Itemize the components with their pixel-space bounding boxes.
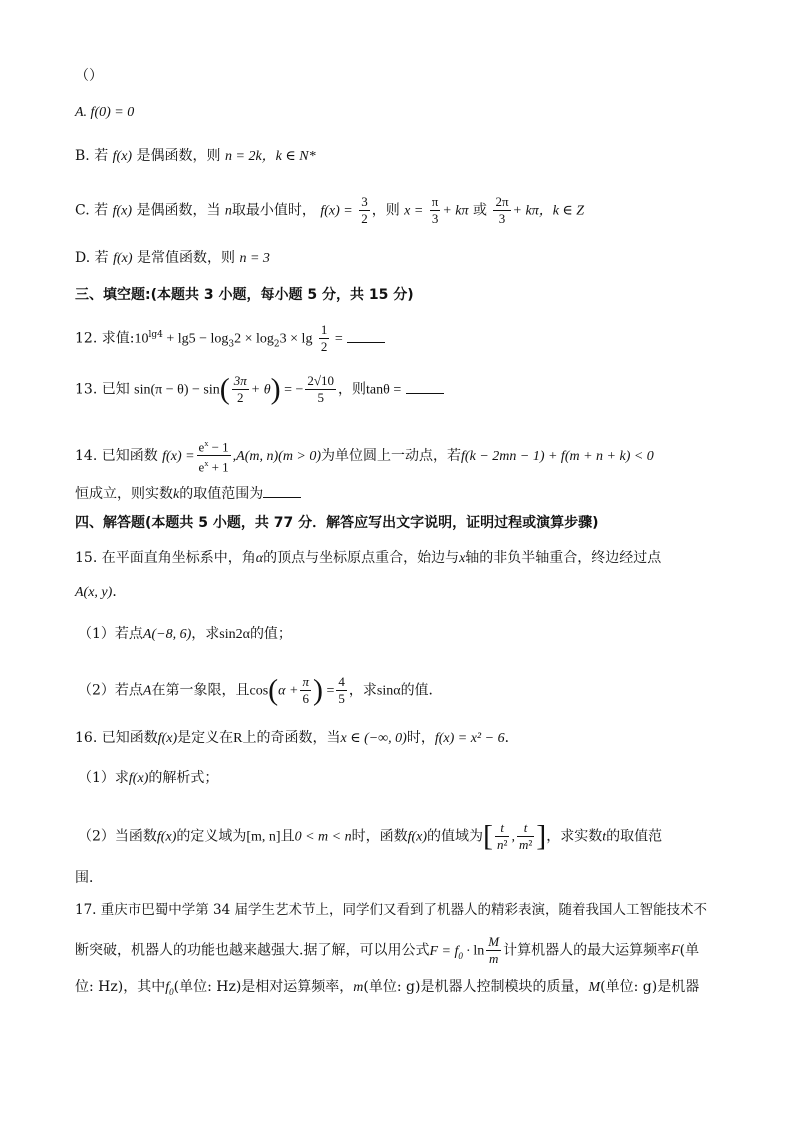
q13-tan: tanθ =	[366, 382, 402, 398]
f0-symbol: $f_0$	[165, 980, 174, 997]
k-symbol: k	[173, 487, 180, 502]
q13-eq: = −	[280, 382, 304, 398]
frac-t-m2: $\frac{t}{\text{m²}}$	[518, 820, 533, 852]
q14-line2-text: 恒成立，则实数	[75, 486, 173, 502]
option-d-prefix: D. 若	[75, 250, 109, 266]
m-symbol: m	[353, 980, 364, 995]
option-b-math: n = 2k，k ∈ N*	[225, 149, 316, 164]
q15-p1-prefix: （1）若点	[78, 626, 143, 642]
answer-blank[interactable]	[347, 330, 385, 343]
q12-base: 10	[134, 331, 149, 347]
fx-eq: f(x) =	[320, 203, 353, 219]
sin-alpha: sinα	[376, 683, 401, 699]
fx-symbol: f(x)	[112, 149, 133, 164]
q13-theta: + θ	[250, 382, 271, 398]
fx-eq: f(x) =	[162, 448, 195, 464]
plus-kpi-2: + kπ	[512, 203, 539, 219]
q16-prefix: 16. 已知函数	[75, 730, 158, 746]
fx-symbol: f(x)	[157, 731, 178, 746]
q13-prefix: 13. 已知	[75, 381, 130, 398]
frac-t-n2: $\frac{t}{\text{n²}}$	[497, 820, 508, 852]
fx-symbol: f(x)	[113, 251, 133, 266]
t-symbol: t	[602, 829, 607, 845]
q16-domain: x ∈ (−∞, 0)	[340, 731, 407, 746]
q16-p2-middle: 的定义域为	[176, 828, 247, 845]
q13-sin1: sin(π − θ) − sin	[134, 382, 220, 398]
option-c-middle: 是偶函数，当	[136, 202, 221, 219]
q16-p2-end: 的取值范	[606, 828, 663, 845]
q14-point: A(m, n)(m > 0)	[236, 448, 322, 464]
q15-p2-end: 的值．	[400, 682, 443, 699]
answer-blank[interactable]	[263, 485, 301, 498]
question-15-part1	[78, 624, 734, 645]
q15-text1: 15. 在平面直角坐标系中，角	[75, 550, 256, 566]
section-4-heading: 四、解答题(本题共 5 小题，共 77 分．解答应写出文字说明，证明过程或演算步骤)	[75, 515, 599, 531]
q15-p2-ask: ，求	[348, 682, 377, 699]
q15-p1-expr: sin2α	[219, 627, 250, 642]
question-15-line2: A(x, y)．	[75, 584, 127, 600]
x-symbol: x	[459, 551, 466, 566]
frac-1-2: $\frac{1}{2}$	[320, 322, 328, 354]
question-17: 17. 重庆市巴蜀中学第 34 届学生艺术节上，同学们又看到了机器人的精彩表演，随着我国人工智能技术不	[75, 902, 708, 918]
option-a-text: A. f(0) = 0	[75, 105, 135, 120]
q12-part2: 2 × log	[234, 331, 274, 347]
q15-p1-point: A(−8, 6)	[142, 627, 192, 642]
q17-line2-middle: 计算机器人的最大运算频率	[503, 942, 672, 959]
question-17-line2: 断突破，机器人的功能也越来越强大.据了解，可以用公式$F = f_0 \cdot \ln$ $\frac{M}{m}$ 计算机器人的最大运算频率F(单	[75, 934, 700, 966]
fx-symbol: f(x)	[156, 829, 177, 845]
frac-2pi-3: $\frac{2\pi}{3}$	[495, 194, 509, 226]
alpha-symbol: α	[255, 551, 264, 566]
n-symbol: n	[224, 203, 232, 219]
option-b	[75, 146, 734, 167]
q15-p2-prefix: （2）若点	[78, 682, 143, 699]
paren-text: （）	[75, 68, 103, 84]
q12-exponent: lg4	[148, 329, 163, 340]
q15-p1-end: 的值；	[249, 626, 292, 642]
fx-symbol: f(x)	[128, 771, 149, 786]
M-symbol: M	[588, 980, 601, 995]
q17-line3-d: (单位: g)是机器	[600, 979, 700, 995]
question-15-part2: （2）若点A在第一象限，且cos(α + $\frac{\pi}{6}$ ) = $\frac{4}{5}$ ，求sinα的值．	[78, 673, 443, 707]
option-b-prefix: B. 若	[75, 148, 109, 164]
q12-prefix: 12. 求值:	[75, 330, 135, 347]
q16-middle: 是定义在	[177, 730, 234, 746]
q16-p2-domain: [m, n]	[246, 829, 281, 845]
option-a	[75, 102, 734, 123]
a-symbol: A	[142, 683, 152, 699]
cos-text: cos	[249, 683, 269, 699]
q16-p1-prefix: （1）求	[78, 770, 129, 786]
frac-2sqrt10-5: $\frac{2√10}{5}$	[307, 373, 335, 405]
q15-text2: 的顶点与坐标原点重合，始边与	[263, 550, 460, 566]
q16-middle2: 上的奇函数，当	[242, 730, 341, 746]
q12-part3: 3 × lg	[279, 331, 313, 347]
question-14: 14. 已知函数 f(x) = $\frac{e^x - 1}{e^x + 1}$ ,A(m, n)(m > 0)为单位圆上一动点，若f(k − 2mn − 1) + f(m + n + k) < 0	[75, 436, 734, 476]
option-c-then: ，则	[371, 202, 400, 219]
q16-p2-prefix: （2）当函数	[78, 828, 157, 845]
question-17-line3	[75, 977, 734, 1002]
option-c-prefix: C. 若	[75, 202, 109, 219]
q16-p2-condition: 0 < m < n	[294, 829, 352, 845]
q15-point: A(x, y)	[75, 585, 113, 600]
q14-middle: 为单位圆上一动点，若	[321, 447, 462, 464]
question-16-part2-line2: 围．	[75, 870, 103, 886]
question-16: 16. 已知函数f(x)是定义在R上的奇函数，当x ∈ (−∞, 0)时，f(x) = x² − 6．	[75, 730, 519, 746]
option-paren	[75, 66, 734, 86]
option-d-math: n = 3	[239, 251, 270, 266]
q17-line3-c: (单位: g)是机器人控制模块的质量，	[363, 979, 589, 995]
section-3-heading: 三、填空题:(本题共 3 小题，每小题 5 分，共 15 分)	[75, 287, 414, 303]
frac-ex: $\frac{e^x - 1}{e^x + 1}$	[197, 436, 231, 476]
option-c-or: 或	[473, 202, 487, 219]
question-16-part1	[78, 768, 734, 789]
option-d-middle: 是常值函数，则	[136, 250, 235, 266]
frac-pi-3: $\frac{\pi}{3}$	[431, 194, 439, 226]
q15-p2-middle: 在第一象限，且	[151, 682, 250, 699]
option-d	[75, 248, 734, 269]
frac-4-5: $\frac{4}{5}$	[338, 674, 345, 706]
q15-p1-ask: ，求	[191, 626, 220, 642]
question-15	[75, 548, 734, 569]
q16-p2-range: 的值域为	[427, 828, 484, 845]
fx-symbol: f(x)	[407, 829, 428, 845]
q14-line2-end: 的取值范围为	[179, 486, 264, 502]
q16-p2-ask: ，求实数	[546, 828, 603, 845]
q13-then: ，则	[338, 381, 367, 398]
plus-kpi: + kπ	[442, 203, 469, 219]
fx-symbol: f(x)	[112, 203, 133, 219]
q16-p2-and: 且	[280, 828, 295, 845]
question-14-line2	[75, 484, 734, 505]
frac-pi-6: $\frac{\pi}{6}$	[302, 674, 309, 706]
frac-M-m: $\frac{M}{m}$	[488, 934, 500, 966]
q17-line3-prefix: 位: Hz)，其中	[75, 979, 166, 995]
frac-3pi-2: $\frac{3\pi}{2}$	[233, 373, 247, 405]
q15-text3: 轴的非负半轴重合，终边经过点	[465, 550, 662, 566]
q12-part1: + lg5 − log	[162, 331, 229, 347]
option-c-middle2: 取最小值时，	[231, 202, 316, 219]
option-c	[75, 194, 734, 227]
question-13: 13. 已知 sin(π − θ) − sin( $\frac{3\pi}{2}$ + θ) = − $\frac{2√10}{5}$ ，则tanθ =	[75, 373, 734, 406]
q16-p2-middle3: 时，函数	[351, 828, 408, 845]
option-b-middle: 是偶函数，则	[136, 148, 221, 164]
option-c-k: ，k ∈ Z	[538, 203, 585, 219]
q14-inequality: f(k − 2mn − 1) + f(m + n + k) < 0	[461, 448, 654, 464]
x-eq: x =	[404, 203, 424, 219]
q16-p1-end: 的解析式；	[148, 770, 219, 786]
q16-middle3: 时，	[406, 730, 435, 746]
q14-prefix: 14. 已知函数	[75, 447, 158, 464]
F-symbol: F	[671, 943, 680, 959]
frac-3-2: $\frac{3}{2}$	[361, 194, 368, 226]
q16-expression: f(x) = x² − 6	[434, 731, 505, 746]
q16-r: R	[233, 731, 243, 746]
question-16-part2: （2）当函数f(x)的定义域为[m, n]且0 < m < n时，函数f(x)的值域为[ $\frac{t}{\text{n²}}$ , $\frac{t}{\text{m²}}$ ]，求实数t的取值范	[78, 819, 663, 853]
formula-f: $F = f_0$ ·	[429, 943, 474, 961]
q17-line2-unit: (单	[679, 942, 700, 959]
q17-line3-b: (单位: Hz)是相对运算频率，	[173, 979, 354, 995]
answer-blank[interactable]	[406, 381, 444, 394]
q12-equals: =	[331, 331, 343, 347]
question-12: 12. 求值$:10^{lg4} + \lg 5 - \log_32 \times \log_23 \times \lg$ $\frac{1}{2}$ =	[75, 322, 734, 355]
q17-line2-prefix: 断突破，机器人的功能也越来越强大.据了解，可以用公式	[75, 942, 430, 959]
